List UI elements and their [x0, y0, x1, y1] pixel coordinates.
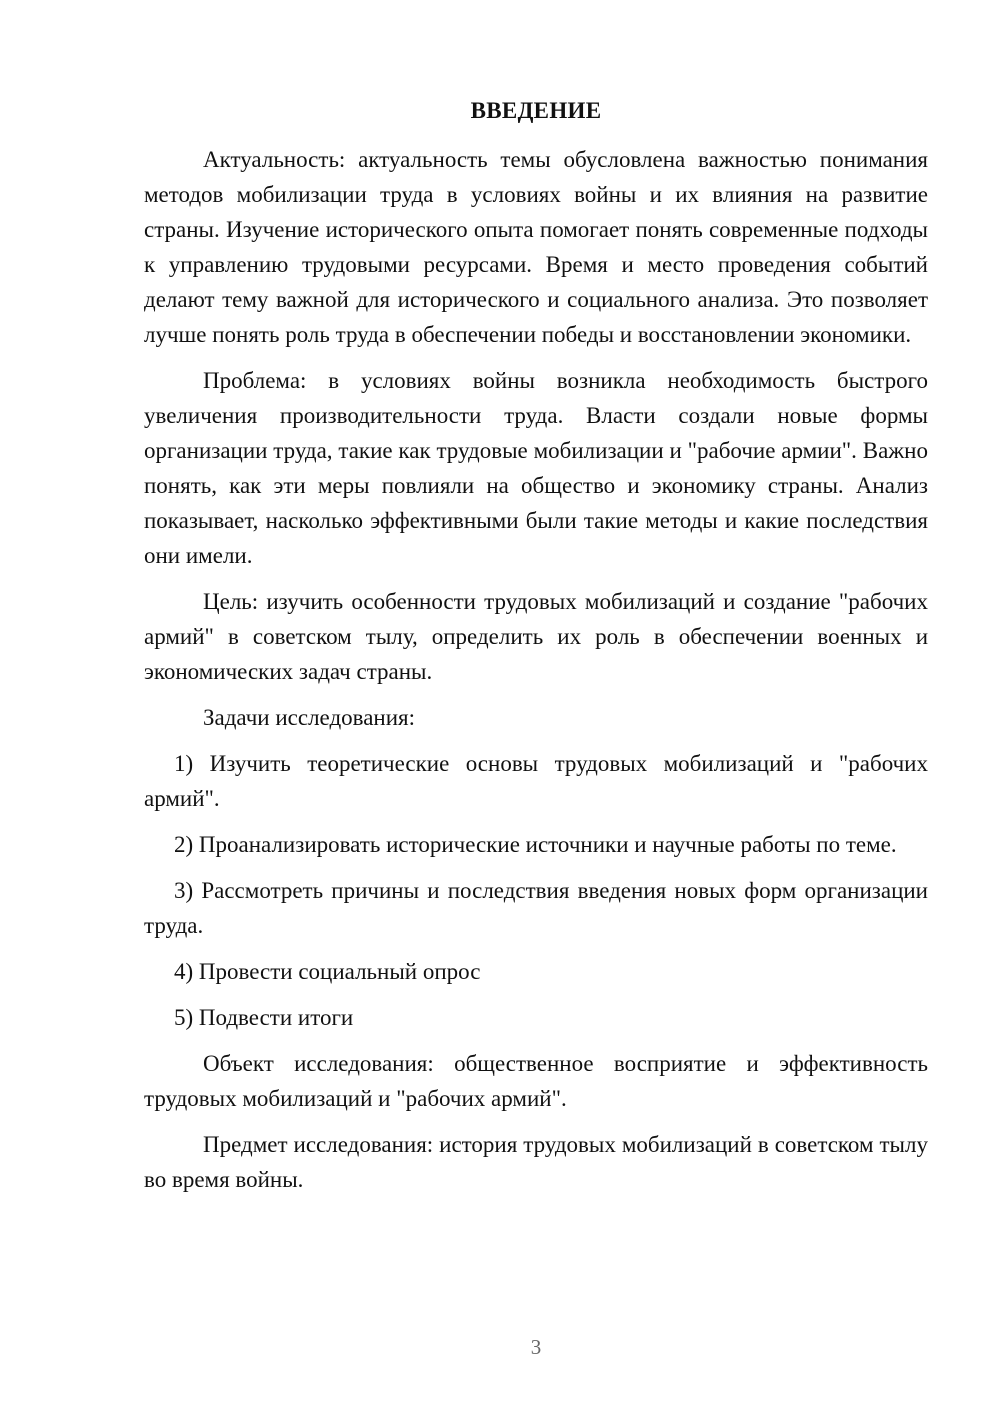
task-item-1: 1) Изучить теоретические основы трудовых мобилизаций и "рабочих армий". — [144, 751, 928, 811]
page-number: 3 — [530, 1335, 542, 1359]
paragraph-subject: Предмет исследования: история трудовых мобилизаций в советском тылу во время войны. — [144, 1132, 928, 1192]
task-item-2: 2) Проанализировать исторические источники и научные работы по теме. — [174, 832, 897, 857]
paragraph-tasks-heading: Задачи исследования: — [203, 705, 416, 730]
paragraph-problem: Проблема: в условиях войны возникла необходимость быстрого увеличения производительности труда. Власти создали новые формы организации труда, такие как трудовые мобилизации и "рабочие армии". Важно понять, как эти меры повлияли на общество и экономику страны. Анализ показывает, насколько эффективными были такие методы и какие последствия они имели. — [144, 368, 928, 568]
section-title: ВВЕДЕНИЕ — [470, 98, 602, 123]
paragraph-object: Объект исследования: общественное восприятие и эффективность трудовых мобилизаций и "рабочих армий". — [144, 1051, 928, 1111]
paragraph-relevance: Актуальность: актуальность темы обусловлена важностью понимания методов мобилизации труда в условиях войны и их влияния на развитие страны. Изучение исторического опыта помогает понять современные подходы к управлению трудовыми ресурсами. Время и место проведения событий делают тему важной для исторического и социального анализа. Это позволяет лучше понять роль труда в обеспечении победы и восстановлении экономики. — [144, 147, 928, 347]
task-item-5: 5) Подвести итоги — [174, 1005, 354, 1030]
task-item-4: 4) Провести социальный опрос — [174, 959, 481, 984]
document-body — [144, 142, 928, 1208]
paragraph-goal: Цель: изучить особенности трудовых мобилизаций и создание "рабочих армий" в советском тылу, определить их роль в обеспечении военных и экономических задач страны. — [144, 589, 928, 684]
task-item-3: 3) Рассмотреть причины и последствия введения новых форм организации труда. — [144, 878, 928, 938]
